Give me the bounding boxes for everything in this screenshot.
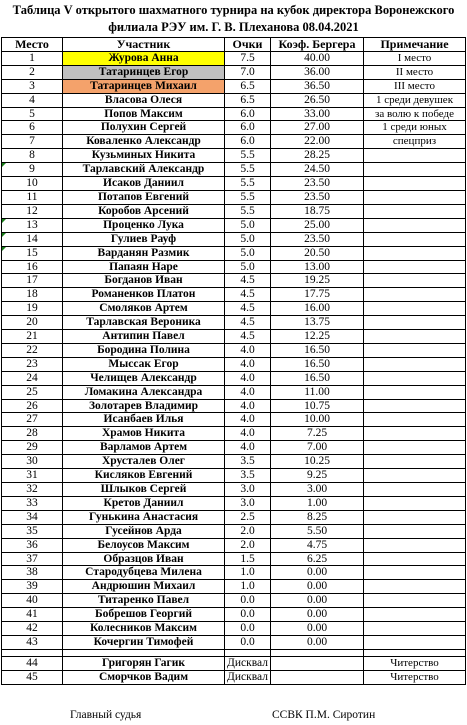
separator-cell (364, 649, 466, 656)
note-cell (364, 274, 466, 288)
table-row (2, 635, 466, 649)
header-participant: Участник (63, 38, 225, 52)
place-cell: 45 (2, 670, 63, 684)
berger-cell: 27.00 (271, 121, 364, 135)
place-cell: 35 (2, 524, 63, 538)
comment-marker-icon (2, 233, 7, 238)
place-cell: 28 (2, 427, 63, 441)
berger-cell: 5.50 (271, 524, 364, 538)
points-cell: 5.5 (225, 204, 271, 218)
place-cell (2, 163, 63, 177)
points-cell: 4.0 (225, 399, 271, 413)
points-cell: Дисквал (225, 670, 271, 684)
participant-cell: Сморчков Вадим (63, 670, 225, 684)
berger-cell: 8.25 (271, 510, 364, 524)
points-cell: 4.5 (225, 288, 271, 302)
note-cell: спецприз (364, 135, 466, 149)
points-cell: Дисквал (225, 656, 271, 670)
note-cell (364, 510, 466, 524)
place-cell: 43 (2, 635, 63, 649)
points-cell: 3.0 (225, 496, 271, 510)
place-cell: 23 (2, 357, 63, 371)
place-cell: 2 (2, 65, 63, 79)
header-place: Место (2, 38, 63, 52)
separator-cell (2, 649, 63, 656)
berger-cell: 10.25 (271, 455, 364, 469)
separator-row (2, 649, 466, 656)
participant-cell: Хрусталев Олег (63, 455, 225, 469)
place-cell: 34 (2, 510, 63, 524)
header-berger: Коэф. Бергера (271, 38, 364, 52)
berger-cell: 0.00 (271, 622, 364, 636)
place-cell: 4 (2, 93, 63, 107)
note-cell (364, 496, 466, 510)
participant-cell: Исанбаев Илья (63, 413, 225, 427)
points-cell: 4.0 (225, 357, 271, 371)
separator-cell (225, 649, 271, 656)
place-cell (2, 218, 63, 232)
table-row (2, 149, 466, 163)
table-row (2, 163, 466, 177)
berger-cell: 25.00 (271, 218, 364, 232)
table-row (2, 510, 466, 524)
place-cell: 40 (2, 594, 63, 608)
place-cell: 12 (2, 204, 63, 218)
participant-cell: Потапов Евгений (63, 190, 225, 204)
note-cell (364, 302, 466, 316)
points-cell: 3.5 (225, 455, 271, 469)
berger-cell: 9.25 (271, 469, 364, 483)
place-cell: 20 (2, 316, 63, 330)
note-cell (364, 441, 466, 455)
berger-cell: 16.50 (271, 371, 364, 385)
berger-cell: 0.00 (271, 580, 364, 594)
note-cell (364, 594, 466, 608)
table-row (2, 441, 466, 455)
note-cell (364, 413, 466, 427)
place-cell: 32 (2, 483, 63, 497)
berger-cell: 16.50 (271, 343, 364, 357)
berger-cell: 10.00 (271, 413, 364, 427)
table-row (2, 566, 466, 580)
table-row (2, 594, 466, 608)
note-cell (364, 469, 466, 483)
place-cell: 31 (2, 469, 63, 483)
participant-cell: Храмов Никита (63, 427, 225, 441)
berger-cell: 0.00 (271, 635, 364, 649)
table-row (2, 232, 466, 246)
participant-cell: Белоусов Максим (63, 538, 225, 552)
note-cell (364, 246, 466, 260)
participant-cell: Челищев Александр (63, 371, 225, 385)
participant-cell: Коваленко Александр (63, 135, 225, 149)
table-row (2, 218, 466, 232)
berger-cell: 13.00 (271, 260, 364, 274)
points-cell: 7.5 (225, 51, 271, 65)
participant-cell: Власова Олеся (63, 93, 225, 107)
note-cell (364, 371, 466, 385)
points-cell: 5.5 (225, 163, 271, 177)
place-cell: 18 (2, 288, 63, 302)
note-cell (364, 177, 466, 191)
participant-cell: Романенков Платон (63, 288, 225, 302)
header-note: Примечание (364, 38, 466, 52)
participant-cell: Гунькина Анастасия (63, 510, 225, 524)
note-cell (364, 524, 466, 538)
participant-cell: Колесников Максим (63, 622, 225, 636)
participant-cell: Мыссак Егор (63, 357, 225, 371)
results-table (1, 37, 466, 685)
table-row (2, 483, 466, 497)
table-row (2, 260, 466, 274)
note-cell: 1 среди девушек (364, 93, 466, 107)
berger-cell: 24.50 (271, 163, 364, 177)
participant-cell: Образцов Иван (63, 552, 225, 566)
table-row (2, 524, 466, 538)
note-cell (364, 149, 466, 163)
points-cell: 1.0 (225, 580, 271, 594)
place-cell: 38 (2, 566, 63, 580)
points-cell: 4.0 (225, 385, 271, 399)
place-cell: 41 (2, 608, 63, 622)
place-cell: 27 (2, 413, 63, 427)
note-cell (364, 163, 466, 177)
place-cell: 5 (2, 107, 63, 121)
table-row (2, 302, 466, 316)
points-cell: 1.0 (225, 566, 271, 580)
note-cell: I место (364, 51, 466, 65)
points-cell: 5.0 (225, 218, 271, 232)
points-cell: 0.0 (225, 622, 271, 636)
participant-cell: Григорян Гагик (63, 656, 225, 670)
berger-cell: 1.00 (271, 496, 364, 510)
berger-cell: 0.00 (271, 594, 364, 608)
note-cell (364, 330, 466, 344)
participant-cell: Гулиев Рауф (63, 232, 225, 246)
berger-cell: 7.00 (271, 441, 364, 455)
participant-cell: Проценко Лука (63, 218, 225, 232)
participant-cell: Кретов Даниил (63, 496, 225, 510)
berger-cell: 23.50 (271, 177, 364, 191)
points-cell: 4.0 (225, 343, 271, 357)
points-cell: 5.5 (225, 190, 271, 204)
place-cell: 21 (2, 330, 63, 344)
table-row (2, 246, 466, 260)
points-cell: 5.5 (225, 149, 271, 163)
place-cell: 19 (2, 302, 63, 316)
participant-cell: Татаринцев Егор (63, 65, 225, 79)
participant-cell: Кочергин Тимофей (63, 635, 225, 649)
note-cell: Читерство (364, 670, 466, 684)
berger-cell: 16.00 (271, 302, 364, 316)
points-cell: 5.0 (225, 260, 271, 274)
points-cell: 0.0 (225, 635, 271, 649)
table-row (2, 204, 466, 218)
place-cell (2, 232, 63, 246)
place-cell: 33 (2, 496, 63, 510)
participant-cell: Ломакина Александра (63, 385, 225, 399)
table-row (2, 330, 466, 344)
place-cell: 11 (2, 190, 63, 204)
points-cell: 0.0 (225, 608, 271, 622)
berger-cell: 6.25 (271, 552, 364, 566)
points-cell: 6.0 (225, 135, 271, 149)
points-cell: 4.5 (225, 302, 271, 316)
title-line-1: Таблица V открытого шахматного турнира на кубок директора Воронежского (12, 3, 455, 17)
berger-cell: 33.00 (271, 107, 364, 121)
note-cell (364, 538, 466, 552)
table-row (2, 135, 466, 149)
berger-cell: 26.50 (271, 93, 364, 107)
place-cell: 37 (2, 552, 63, 566)
berger-cell: 13.75 (271, 316, 364, 330)
separator-cell (271, 649, 364, 656)
points-cell: 6.0 (225, 107, 271, 121)
berger-cell: 28.25 (271, 149, 364, 163)
berger-cell: 4.75 (271, 538, 364, 552)
place-cell: 30 (2, 455, 63, 469)
place-cell: 8 (2, 149, 63, 163)
points-cell: 4.0 (225, 413, 271, 427)
note-cell (364, 608, 466, 622)
table-row (2, 274, 466, 288)
points-cell: 6.5 (225, 79, 271, 93)
place-cell: 29 (2, 441, 63, 455)
berger-cell: 3.00 (271, 483, 364, 497)
note-cell (364, 288, 466, 302)
participant-cell: Журова Анна (63, 51, 225, 65)
table-row (2, 656, 466, 670)
note-cell (364, 427, 466, 441)
header-row (2, 38, 466, 52)
participant-cell: Татаринцев Михаил (63, 79, 225, 93)
place-cell: 25 (2, 385, 63, 399)
berger-cell: 18.75 (271, 204, 364, 218)
participant-cell: Тарлавская Вероника (63, 316, 225, 330)
berger-cell: 22.00 (271, 135, 364, 149)
note-cell (364, 399, 466, 413)
participant-cell: Кисляков Евгений (63, 469, 225, 483)
participant-cell: Варданян Размик (63, 246, 225, 260)
judge-label: Главный судья (70, 709, 142, 721)
place-value: 9 (29, 163, 35, 176)
berger-cell (271, 656, 364, 670)
points-cell: 4.5 (225, 316, 271, 330)
points-cell: 2.0 (225, 524, 271, 538)
note-cell (364, 635, 466, 649)
points-cell: 5.0 (225, 246, 271, 260)
points-cell: 4.0 (225, 441, 271, 455)
points-cell: 1.5 (225, 552, 271, 566)
berger-cell: 40.00 (271, 51, 364, 65)
note-cell (364, 232, 466, 246)
table-row (2, 622, 466, 636)
comment-marker-icon (2, 219, 7, 224)
participant-cell: Исаков Даниил (63, 177, 225, 191)
participant-cell: Титаренко Павел (63, 594, 225, 608)
points-cell: 4.5 (225, 330, 271, 344)
note-cell (364, 483, 466, 497)
berger-cell: 36.50 (271, 79, 364, 93)
note-cell (364, 580, 466, 594)
table-row (2, 288, 466, 302)
participant-cell: Смоляков Артем (63, 302, 225, 316)
participant-cell: Коробов Арсений (63, 204, 225, 218)
table-body (2, 51, 466, 684)
participant-cell: Варламов Артем (63, 441, 225, 455)
place-cell: 17 (2, 274, 63, 288)
berger-cell: 16.50 (271, 357, 364, 371)
table-row (2, 469, 466, 483)
place-cell (2, 246, 63, 260)
table-row (2, 371, 466, 385)
berger-cell: 0.00 (271, 608, 364, 622)
note-cell: Читерство (364, 656, 466, 670)
note-cell (364, 190, 466, 204)
points-cell: 7.0 (225, 65, 271, 79)
berger-cell: 7.25 (271, 427, 364, 441)
note-cell (364, 260, 466, 274)
berger-cell: 20.50 (271, 246, 364, 260)
note-cell (364, 357, 466, 371)
table-row (2, 190, 466, 204)
berger-cell: 17.75 (271, 288, 364, 302)
points-cell: 3.0 (225, 483, 271, 497)
participant-cell: Бородина Полина (63, 343, 225, 357)
table-row (2, 385, 466, 399)
place-cell: 6 (2, 121, 63, 135)
table-row (2, 93, 466, 107)
table-title (0, 2, 467, 36)
participant-cell: Богданов Иван (63, 274, 225, 288)
participant-cell: Золотарев Владимир (63, 399, 225, 413)
berger-cell: 23.50 (271, 232, 364, 246)
place-cell: 22 (2, 343, 63, 357)
table-row (2, 177, 466, 191)
place-cell: 7 (2, 135, 63, 149)
place-cell: 16 (2, 260, 63, 274)
note-cell (364, 455, 466, 469)
participant-cell: Тарлавский Александр (63, 163, 225, 177)
berger-cell: 12.25 (271, 330, 364, 344)
points-cell: 2.0 (225, 538, 271, 552)
participant-cell: Гусейнов Арда (63, 524, 225, 538)
note-cell: 1 среди юных (364, 121, 466, 135)
points-cell: 2.5 (225, 510, 271, 524)
note-cell (364, 385, 466, 399)
note-cell (364, 622, 466, 636)
berger-cell: 11.00 (271, 385, 364, 399)
berger-cell: 19.25 (271, 274, 364, 288)
comment-marker-icon (2, 163, 7, 168)
points-cell: 0.0 (225, 594, 271, 608)
comment-marker-icon (2, 247, 7, 252)
points-cell: 5.0 (225, 232, 271, 246)
place-cell: 10 (2, 177, 63, 191)
points-cell: 4.0 (225, 427, 271, 441)
table-row (2, 121, 466, 135)
place-value: 14 (26, 232, 38, 245)
participant-cell: Шлыков Сергей (63, 483, 225, 497)
table-row (2, 316, 466, 330)
berger-cell: 36.00 (271, 65, 364, 79)
points-cell: 6.0 (225, 121, 271, 135)
note-cell: III место (364, 79, 466, 93)
table-row (2, 79, 466, 93)
table-row (2, 552, 466, 566)
note-cell (364, 343, 466, 357)
table-row (2, 65, 466, 79)
separator-cell (63, 649, 225, 656)
participant-cell: Папаян Наре (63, 260, 225, 274)
points-cell: 4.0 (225, 371, 271, 385)
header-points: Очки (225, 38, 271, 52)
place-cell: 1 (2, 51, 63, 65)
place-cell: 26 (2, 399, 63, 413)
points-cell: 3.5 (225, 469, 271, 483)
table-row (2, 455, 466, 469)
table-row (2, 538, 466, 552)
table-row (2, 357, 466, 371)
participant-cell: Стародубцева Милена (63, 566, 225, 580)
place-value: 15 (26, 246, 38, 259)
points-cell: 6.5 (225, 93, 271, 107)
participant-cell: Бобрешов Георгий (63, 608, 225, 622)
table-row (2, 496, 466, 510)
note-cell (364, 204, 466, 218)
table-row (2, 343, 466, 357)
points-cell: 5.5 (225, 177, 271, 191)
place-cell: 42 (2, 622, 63, 636)
berger-cell: 23.50 (271, 190, 364, 204)
place-cell: 24 (2, 371, 63, 385)
table-row (2, 107, 466, 121)
berger-cell: 10.75 (271, 399, 364, 413)
place-value: 13 (26, 218, 38, 231)
place-cell: 3 (2, 79, 63, 93)
table-row (2, 51, 466, 65)
table-row (2, 580, 466, 594)
participant-cell: Попов Максим (63, 107, 225, 121)
table-row (2, 399, 466, 413)
participant-cell: Полухин Сергей (63, 121, 225, 135)
points-cell: 4.5 (225, 274, 271, 288)
judge-name: ССВК П.М. Сиротин (272, 709, 376, 721)
place-cell: 39 (2, 580, 63, 594)
note-cell: II место (364, 65, 466, 79)
table-row (2, 427, 466, 441)
note-cell (364, 218, 466, 232)
note-cell (364, 552, 466, 566)
note-cell (364, 566, 466, 580)
title-line-2: филиала РЭУ им. Г. В. Плеханова 08.04.2021 (108, 20, 359, 34)
participant-cell: Кузьминых Никита (63, 149, 225, 163)
table-row (2, 608, 466, 622)
note-cell: за волю к победе (364, 107, 466, 121)
note-cell (364, 316, 466, 330)
table-row (2, 413, 466, 427)
table-row (2, 670, 466, 684)
berger-cell (271, 670, 364, 684)
place-cell: 36 (2, 538, 63, 552)
participant-cell: Антипин Павел (63, 330, 225, 344)
place-cell: 44 (2, 656, 63, 670)
berger-cell: 0.00 (271, 566, 364, 580)
participant-cell: Андрюшин Михаил (63, 580, 225, 594)
